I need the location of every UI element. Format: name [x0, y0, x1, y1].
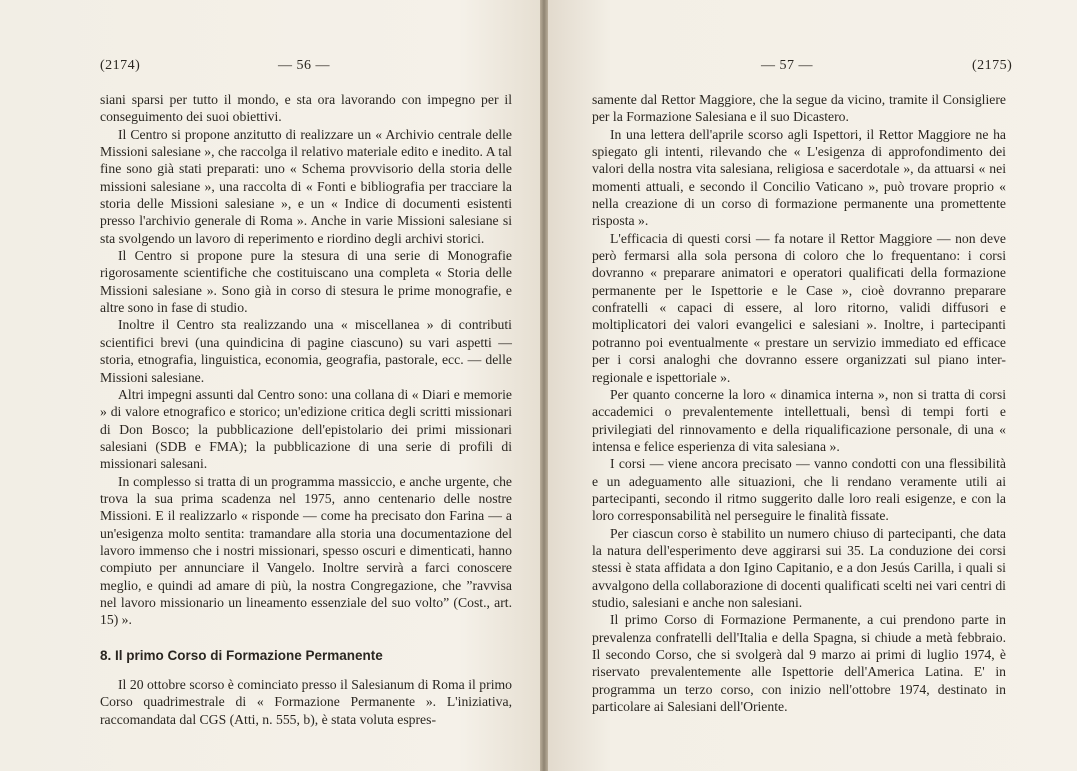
paragraph: Il 20 ottobre scorso è cominciato presso il Salesianum di Roma il primo Corso quadrimestrale di « Formazione Permanente ». L'iniziativa, raccomandata dal CGS (Atti, n. 555, b), è stata voluta espres-	[100, 677, 512, 727]
paragraph: In complesso si tratta di un programma massiccio, e anche urgente, che trova la sua prima scadenza nel 1975, anno centenario delle nostre Missioni. E il realizzarlo « risponde — come ha precisato don Farina — a un'esigenza molto sentita: tramandare alla storia una documentazione del lavoro immenso che i nostri missionari, spesso oscuri e dimenticati, hanno compiuto per annunciare il Vangelo. Inoltre servirà a farci conoscere meglio, e quindi ad amare di più, la nostra Congregazione, che ”ravvisa nel lavoro missionario un lineamento essenziale del suo volto” (Cost., art. 15) ».	[100, 473, 512, 628]
paragraph: siani sparsi per tutto il mondo, e sta ora lavorando con impegno per il conseguimento dei suoi obiettivi.	[100, 92, 512, 125]
page-number-bracket: (2175)	[972, 58, 1013, 73]
paragraph: In una lettera dell'aprile scorso agli Ispettori, il Rettor Maggiore ne ha spiegato gli intenti, rilevando che « L'esigenza di approfondimento dei valori della nostra vita salesiana, religiosa e sacerdotale », da attuarsi « nei momenti attuali, e secondo il Concilio Vaticano », può trovare proprio « nella creazione di un corso di formazione permanente una promettente risposta ».	[592, 126, 1006, 229]
section-heading: 8. Il primo Corso di Formazione Permanente	[100, 647, 383, 663]
paragraph: Per quanto concerne la loro « dinamica interna », non si tratta di corsi accademici o prevalentemente intellettuali, bensì di tempi forti e privilegiati del rinnovamento e della riqualificazione personale, di una « intensa e felice esperienza di vita salesiana ».	[592, 386, 1006, 454]
page-number-bracket: (2174)	[100, 58, 141, 73]
book-gutter	[540, 0, 548, 771]
paragraph: Altri impegni assunti dal Centro sono: una collana di « Diari e memorie » di valore etnografico e storico; un'edizione critica degli scritti missionari di Don Bosco; la pubblicazione dell'epistolario dei primi missionari salesiani (SDB e FMA); la pubblicazione di una serie di profili di missionari salesani.	[100, 386, 512, 472]
page-number: — 56 —	[278, 58, 330, 73]
page-number: — 57 —	[761, 58, 813, 73]
paragraph: Il Centro si propone anzitutto di realizzare un « Archivio centrale delle Missioni salesiane », che raccolga il relativo materiale edito e inedito. A tal fine sono già stati preparati: uno « Schema provvisorio della storia delle missioni salesiane », una raccolta di « Fonti e bibliografia per tracciare la storia delle Missioni salesiane », e un « Indice di documenti esistenti presso l'archivio generale di Roma ». Anche in varie Missioni salesiane si sta svolgendo un lavoro di reperimento e riordino degli archivi storici.	[100, 126, 512, 246]
paragraph: L'efficacia di questi corsi — fa notare il Rettor Maggiore — non deve però fermarsi alla sola persona di coloro che lo frequentano: i corsi dovranno « preparare animatori e operatori qualificati della formazione permanente per le Ispettorie e le Case », cioè dovranno preparare confratelli « capaci di essere, al loro ritorno, validi diffusori e moltiplicatori dei valori evangelici e salesiani ». Inoltre, i partecipanti potranno poi eventualmente « prestare un servizio immediato ed efficace per i corsi analoghi che dovranno essere organizzati sul piano inter-regionale e ispettoriale ».	[592, 230, 1006, 385]
paragraph: samente dal Rettor Maggiore, che la segue da vicino, tramite il Consigliere per la Formazione Salesiana e il suo Dicastero.	[592, 92, 1006, 125]
paragraph: I corsi — viene ancora precisato — vanno condotti con una flessibilità e un adeguamento alle situazioni, che li rendano veramente utili ai partecipanti, secondo il ritmo suggerito dalle loro reali esigenze, e con la loro corresponsabilità nel perseguire le finalità fissate.	[592, 456, 1006, 524]
paragraph: Il primo Corso di Formazione Permanente, a cui prendono parte in prevalenza confratelli dell'Italia e della Spagna, si chiude a metà febbraio. Il secondo Corso, che si svolgerà dal 9 marzo ai primi di luglio 1974, è riservato prevalentemente alle Ispettorie dell'America Latina. E' in programma un terzo corso, con inizio nell'ottobre 1974, destinato in particolare ai Salesiani dell'Oriente.	[592, 612, 1006, 715]
right-page	[548, 0, 1077, 771]
paragraph: Inoltre il Centro sta realizzando una « miscellanea » di contributi scientifici brevi (una quindicina di pagine ciascuno) su vari aspetti — storia, etnografia, linguistica, economia, geografia, pastorale, ecc. — delle Missioni salesiane.	[100, 317, 512, 385]
left-page-text	[100, 91, 512, 728]
paragraph: Il Centro si propone pure la stesura di una serie di Monografie rigorosamente scientifiche che costituiscano una completa « Storia delle Missioni salesiane ». Sono già in corso di stesura le prime monografie, e altre sono in fase di studio.	[100, 248, 512, 316]
right-page-text	[592, 91, 1006, 715]
paragraph: Per ciascun corso è stabilito un numero chiuso di partecipanti, che data la natura dell'esperimento deve aggirarsi sui 35. La conduzione dei corsi stessi è stata affidata a don Igino Capitanio, e a don Jesús Carilla, i quali si avvalgono della collaborazione di docenti qualificati scelti nei vari centri di studio, salesiani e anche non salesiani.	[592, 525, 1006, 610]
